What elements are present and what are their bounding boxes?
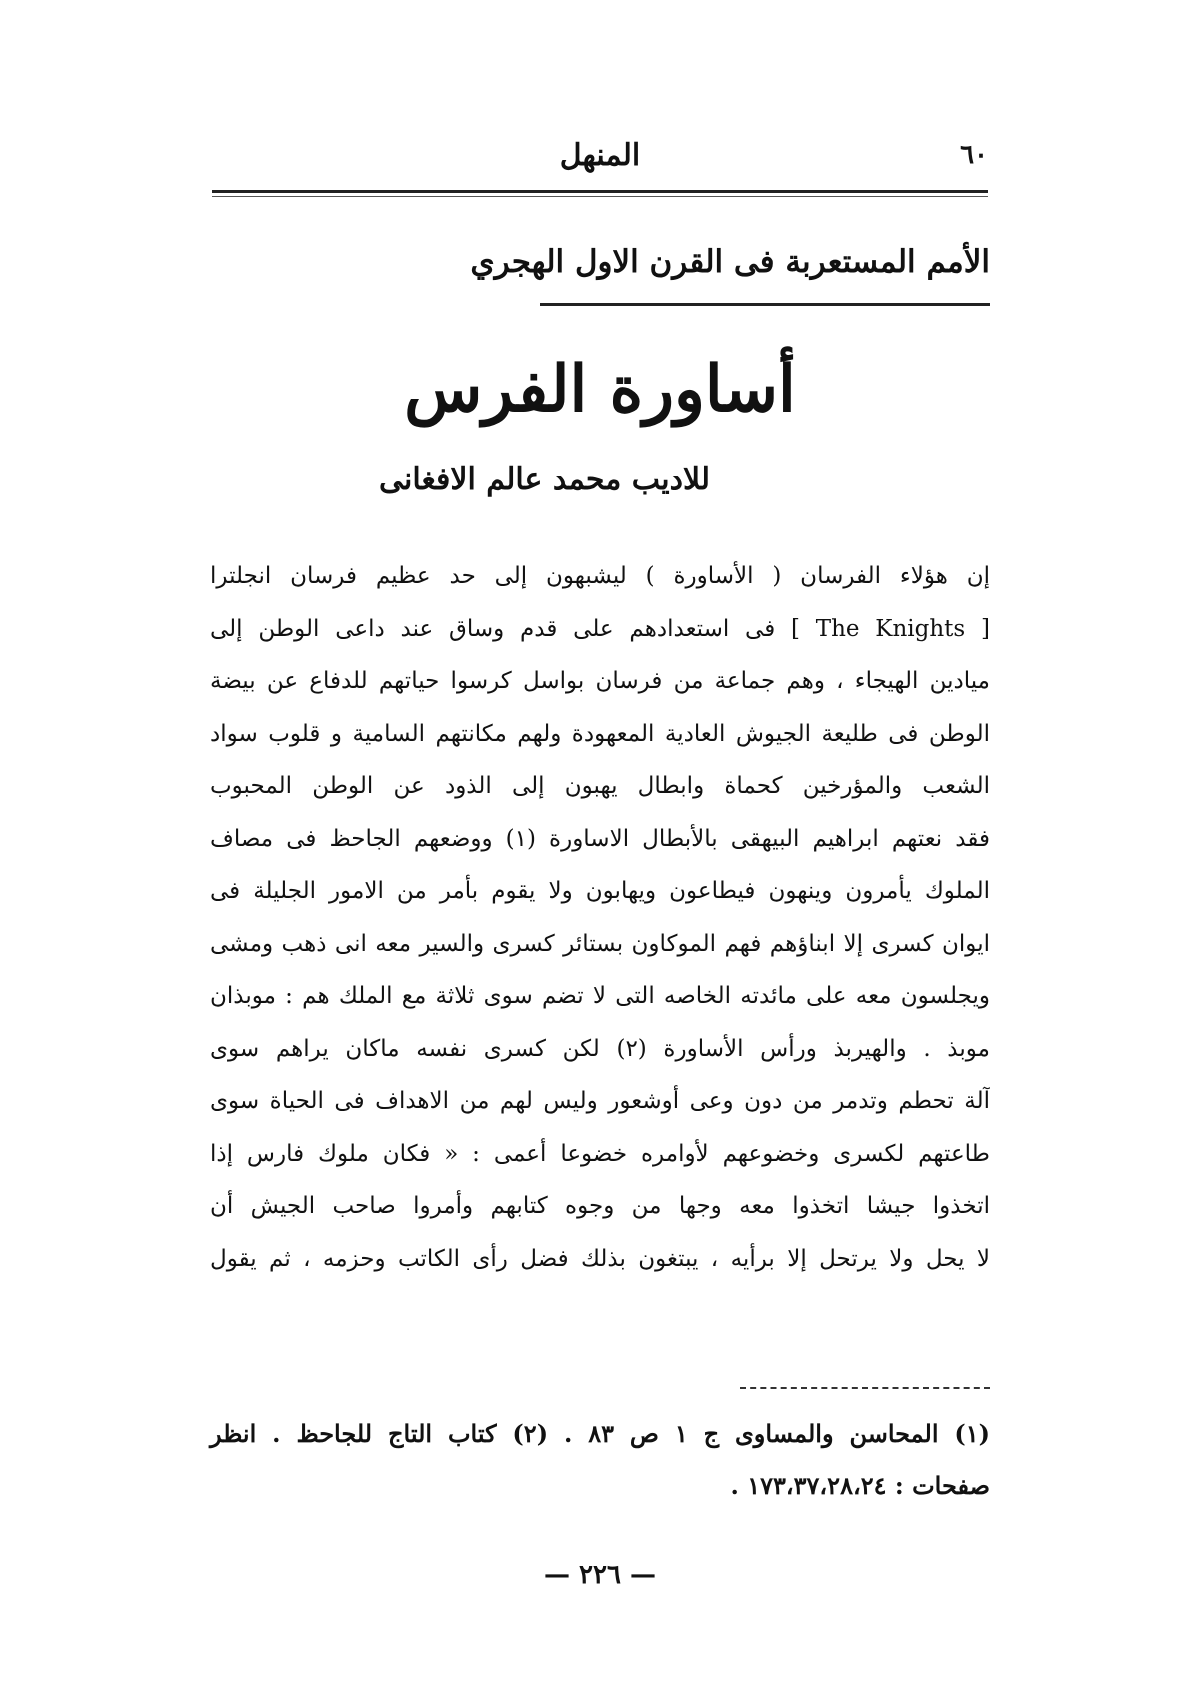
footnotes [210, 1408, 990, 1512]
body-line: ويجلسون معه على مائدته الخاصه التى لا تضم سوى ثلاثة مع الملك هم : موبذان [210, 983, 990, 1009]
section-heading-rule [540, 303, 990, 306]
body-line: ميادين الهيجاء ، وهم جماعة من فرسان بواسل كرسوا حياتهم للدفاع عن بيضة [210, 668, 990, 694]
footnote-rule [740, 1387, 990, 1389]
body-line: آلة تحطم وتدمر من دون وعى أوشعور وليس لهم من الاهداف فى الحياة سوى [210, 1088, 990, 1114]
body-line: إن هؤلاء الفرسان ( الأساورة ) ليشبهون إلى حد عظيم فرسان انجلترا [210, 563, 990, 589]
article-body [210, 550, 990, 1285]
body-line: الشعب والمؤرخين كحماة وابطال يهبون إلى الذود عن الوطن المحبوب [210, 773, 990, 799]
page-number-bottom: — ٢٢٦ — [543, 1560, 657, 1590]
body-line: الملوك يأمرون وينهون فيطاعون ويهابون ولا يقوم بأمر من الامور الجليلة فى [210, 878, 990, 904]
body-line: ايوان كسرى إلا ابناؤهم فهم الموكاون بستائر كسرى والسير معه انى ذهب ومشى [210, 930, 990, 957]
footnote-line: صفحات : ١٧٣،٣٧،٢٨،٢٤ . [730, 1471, 990, 1500]
body-line: اتخذوا جيشا اتخذوا معه وجها من وجوه كتابهم وأمروا صاحب الجيش أن [210, 1193, 990, 1219]
running-head [210, 138, 990, 178]
footnote-line: (١) المحاسن والمساوى ج ١ ص ٨٣ . (٢) كتاب التاج للجاحظ . انظر [210, 1419, 991, 1448]
page-number-top: ٦٠ [960, 140, 988, 170]
body-line: لا يحل ولا يرتحل إلا برأيه ، يبتغون بذلك فضل رأى الكاتب وحزمه ، ثم يقول [210, 1245, 990, 1272]
journal-name: المنهل [559, 138, 641, 173]
body-line: الوطن فى طليعة الجيوش العادية المعهودة ولهم مكانتهم السامية و قلوب سواد [210, 720, 990, 747]
header-rule-thin [212, 196, 988, 197]
article-byline: للاديب محمد عالم الافغانى [379, 462, 710, 497]
header-rule [212, 190, 988, 193]
body-line: [ The Knights ] فى استعدادهم على قدم وساق عند داعى الوطن إلى [210, 615, 990, 642]
body-line: موبذ . والهيربذ ورأس الأساورة (٢) لكن كسرى نفسه ماكان يراهم سوى [210, 1035, 990, 1062]
body-line: طاعتهم لكسرى وخضوعهم لأوامره خضوعا أعمى : « فكان ملوك فارس إذا [210, 1140, 990, 1167]
section-heading: الأمم المستعربة فى القرن الاول الهجري [470, 244, 990, 280]
body-line: فقد نعتهم ابراهيم البيهقى بالأبطال الاساورة (١) ووضعهم الجاحظ فى مصاف [210, 825, 990, 852]
article-title: أساورة الفرس [404, 352, 796, 427]
